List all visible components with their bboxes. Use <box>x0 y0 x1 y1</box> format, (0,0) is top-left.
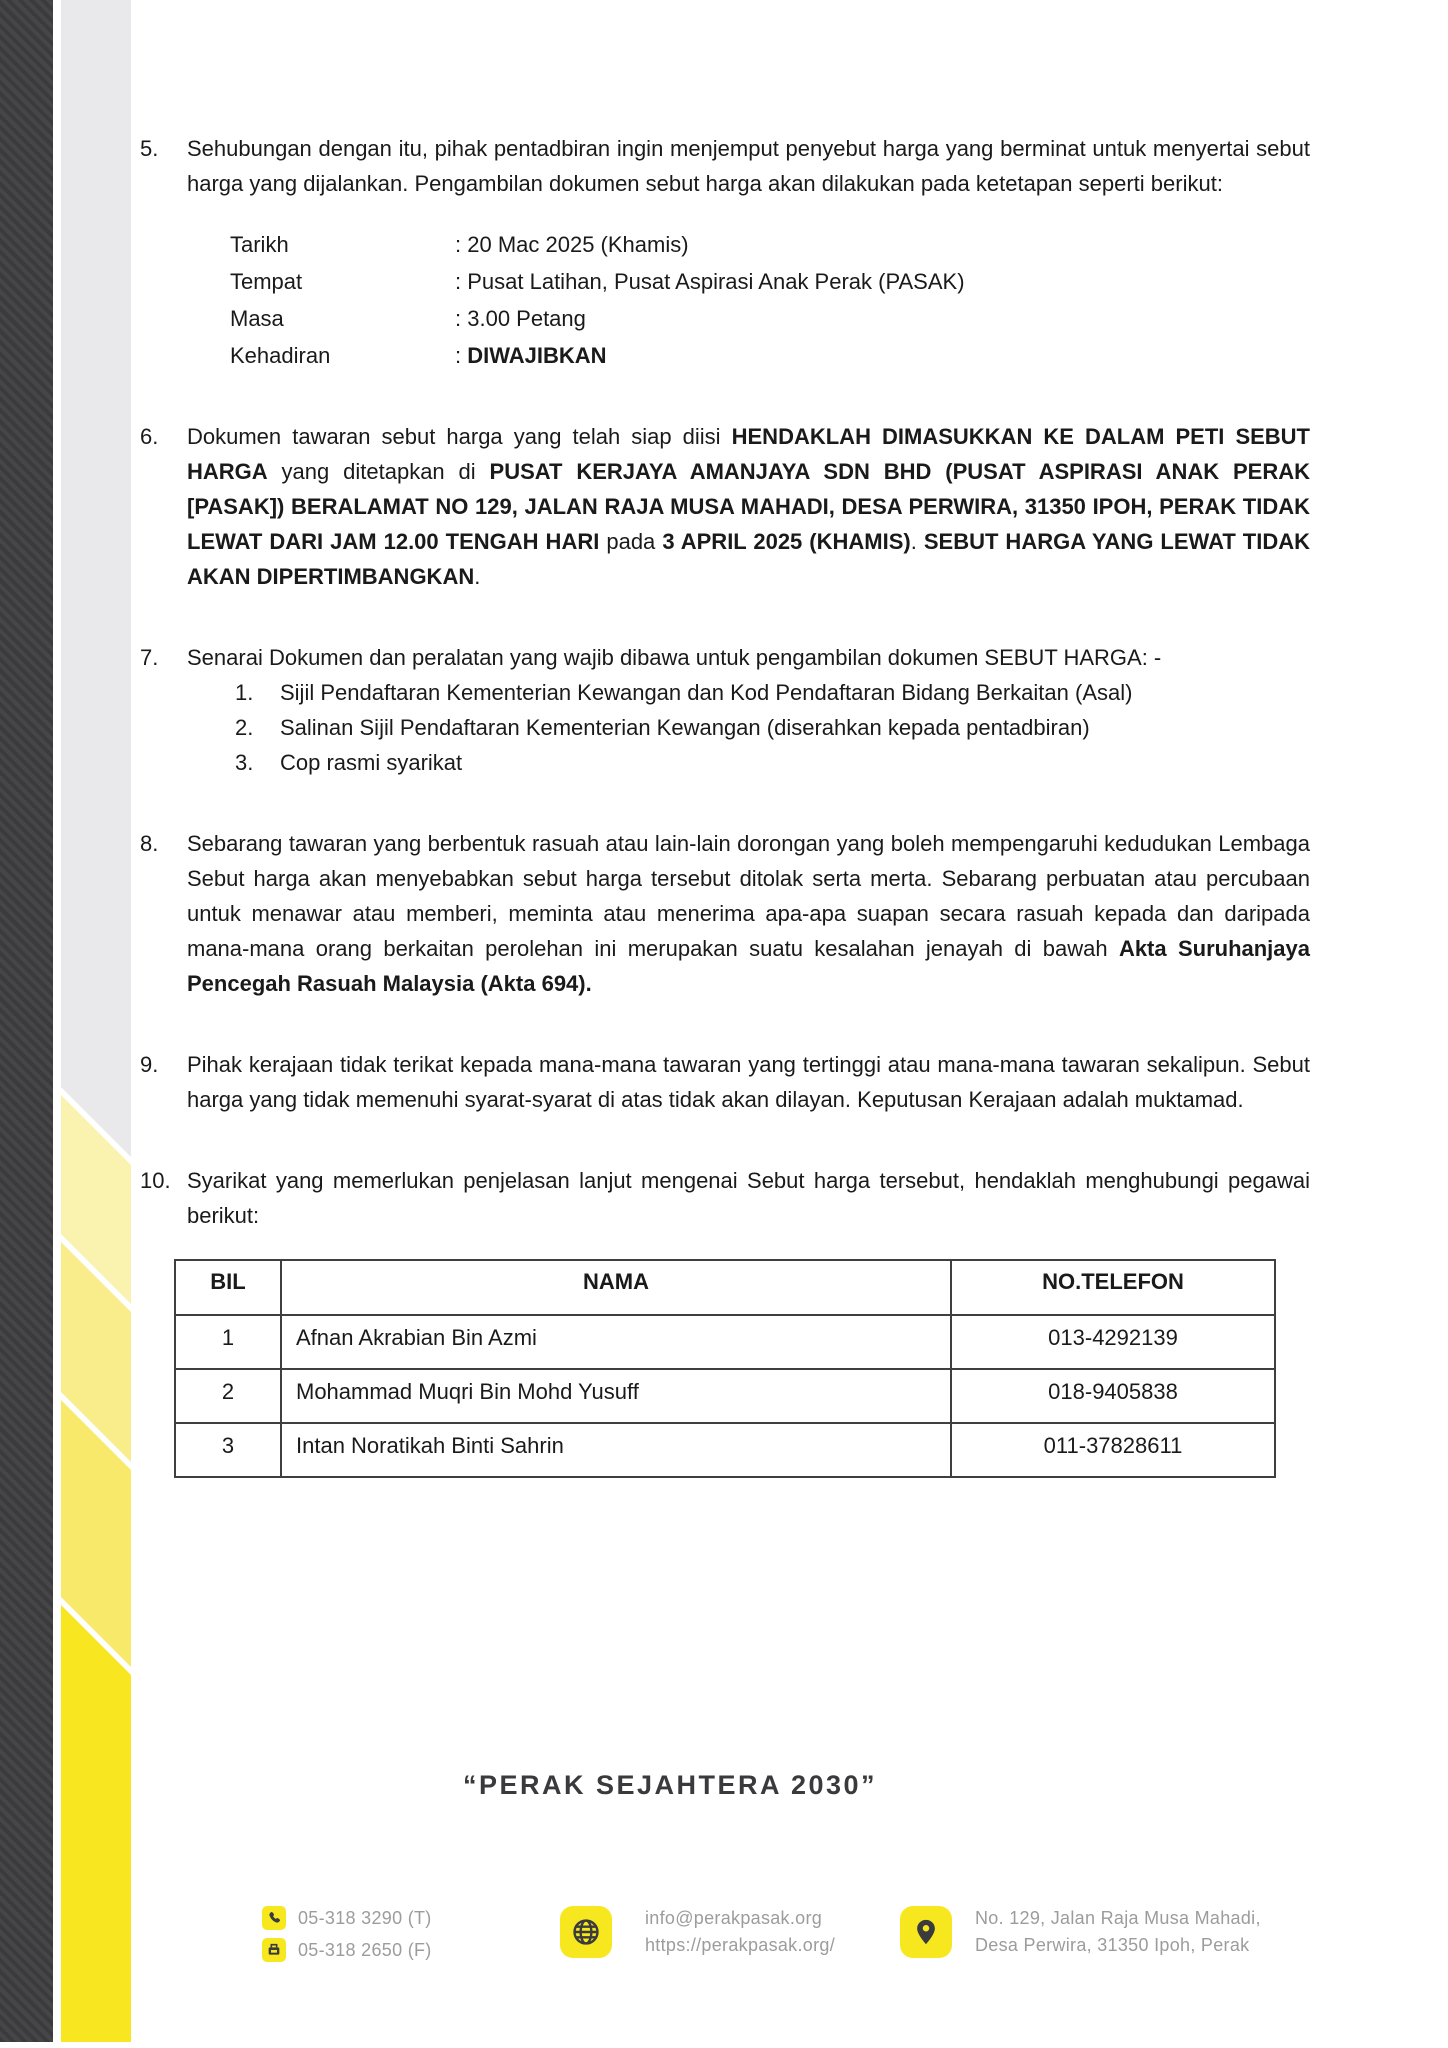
item-text-segment: 3 APRIL 2025 (KHAMIS) <box>662 529 911 554</box>
sub-item-text: Cop rasmi syarikat <box>280 750 463 775</box>
item-text-segment: Sebarang tawaran yang berbentuk rasuah atau lain-lain dorongan yang boleh mempengaruhi kedudukan Lembaga Sebut harga akan menyebabkan sebut harga tersebut ditolak serta merta. Sebarang perbuatan atau percubaan untuk menawar atau memberi, meminta atau menerima apa-apa suapan secara rasuah kepada dan daripada mana-mana orang berkaitan perolehan ini merupakan suatu kesalahan jenayah di bawah <box>187 831 1310 961</box>
detail-row <box>230 338 1310 373</box>
sub-list-item <box>187 745 1310 780</box>
detail-block <box>230 227 1310 373</box>
detail-label: Tarikh <box>230 232 289 257</box>
detail-value: DIWAJIBKAN <box>467 343 607 368</box>
table-row <box>175 1315 1275 1369</box>
numbered-item <box>140 1047 1310 1117</box>
cell-telefon: 011-37828611 <box>951 1423 1275 1477</box>
detail-colon: : <box>455 306 468 331</box>
sub-item-number: 2. <box>235 715 254 740</box>
detail-label: Tempat <box>230 269 303 294</box>
item-text-segment: . <box>910 529 924 554</box>
item-number: 8. <box>140 831 159 856</box>
item-text-segment: SEBUT HARGA YANG LEWAT TIDAK AKAN DIPERTIMBANGKAN <box>187 529 1311 589</box>
email-address: info@perakpasak.org <box>645 1908 823 1928</box>
left-stripe-decoration <box>0 0 53 2042</box>
cell-nama: Afnan Akrabian Bin Azmi <box>281 1315 951 1369</box>
item-text-segment: Senarai Dokumen dan peralatan yang wajib dibawa untuk pengambilan dokumen SEBUT HARGA: - <box>187 645 1162 670</box>
sub-list-item <box>187 710 1310 745</box>
table-row <box>175 1369 1275 1423</box>
sub-list-item <box>187 675 1310 710</box>
table-header-cell: NAMA <box>281 1260 951 1315</box>
numbered-item <box>140 826 1310 1001</box>
item-text <box>187 640 1310 780</box>
item-text-segment: Dokumen tawaran sebut harga yang telah siap diisi <box>187 424 732 449</box>
fax-icon <box>262 1938 286 1962</box>
detail-row <box>230 264 1310 299</box>
cell-bil: 3 <box>175 1423 281 1477</box>
item-text-segment: yang ditetapkan di <box>267 459 490 484</box>
cell-bil: 2 <box>175 1369 281 1423</box>
cell-telefon: 018-9405838 <box>951 1369 1275 1423</box>
numbered-item <box>140 640 1310 780</box>
item-number: 10. <box>140 1168 171 1193</box>
detail-row <box>230 301 1310 336</box>
item-text-segment: Akta Suruhanjaya Pencegah Rasuah Malaysia (Akta 694). <box>187 936 1311 996</box>
address-line-1: No. 129, Jalan Raja Musa Mahadi, <box>975 1908 1261 1928</box>
item-text <box>187 1047 1310 1117</box>
item-number: 5. <box>140 136 159 161</box>
phone-icon <box>262 1906 286 1930</box>
contact-table <box>174 1259 1276 1478</box>
slogan-text: “PERAK SEJAHTERA 2030” <box>462 1770 878 1800</box>
cell-telefon: 013-4292139 <box>951 1315 1275 1369</box>
cell-nama: Mohammad Muqri Bin Mohd Yusuff <box>281 1369 951 1423</box>
detail-value: 20 Mac 2025 (Khamis) <box>467 232 689 257</box>
detail-colon: : <box>455 232 468 257</box>
table-header-cell: BIL <box>175 1260 281 1315</box>
detail-row <box>230 227 1310 262</box>
item-text-segment: . <box>474 564 481 589</box>
phone-number: 05-318 3290 (T) <box>298 1908 432 1928</box>
document-content <box>140 0 1310 1478</box>
detail-value: 3.00 Petang <box>467 306 586 331</box>
sub-item-number: 1. <box>235 680 254 705</box>
address-line-2: Desa Perwira, 31350 Ipoh, Perak <box>975 1935 1250 1955</box>
item-text-segment: HENDAKLAH DIMASUKKAN KE DALAM PETI SEBUT HARGA <box>187 424 1310 484</box>
item-text <box>187 826 1310 1001</box>
item-text-segment: Sehubungan dengan itu, pihak pentadbiran ingin menjemput penyebut harga yang berminat untuk menyertai sebut harga yang dijalankan. Pengambilan dokumen sebut harga akan dilakukan pada ketetapan seperti berikut: <box>187 136 1310 196</box>
item-text <box>187 131 1310 373</box>
numbered-item <box>140 131 1310 373</box>
item-number: 6. <box>140 424 159 449</box>
sub-item-text: Salinan Sijil Pendaftaran Kementerian Kewangan (diserahkan kepada pentadbiran) <box>280 715 1090 740</box>
item-number: 7. <box>140 645 159 670</box>
table-header-row <box>175 1260 1275 1315</box>
website-url: https://perakpasak.org/ <box>645 1935 836 1955</box>
location-pin-icon <box>900 1906 952 1958</box>
item-text-segment: pada <box>599 529 663 554</box>
table-header-cell: NO.TELEFON <box>951 1260 1275 1315</box>
item-text-segment: PUSAT KERJAYA AMANJAYA SDN BHD (PUSAT ASPIRASI ANAK PERAK [PASAK]) BERALAMAT NO 129, JALAN RAJA MUSA MAHADI, DESA PERWIRA, 31350 IPOH, PERAK TIDAK LEWAT DARI JAM 12.00 TENGAH HARI <box>187 459 1310 554</box>
fax-number: 05-318 2650 (F) <box>298 1940 432 1960</box>
numbered-item <box>140 419 1310 594</box>
numbered-paragraph-list <box>140 0 1310 1233</box>
item-text-segment: Syarikat yang memerlukan penjelasan lanjut mengenai Sebut harga tersebut, hendaklah menghubungi pegawai berikut: <box>187 1168 1310 1228</box>
left-chevron-decoration <box>61 0 131 2042</box>
detail-colon: : <box>455 269 468 294</box>
sub-item-number: 3. <box>235 750 254 775</box>
item-text <box>187 1163 1310 1233</box>
item-text <box>187 419 1310 594</box>
detail-value: Pusat Latihan, Pusat Aspirasi Anak Perak (PASAK) <box>467 269 965 294</box>
detail-label: Masa <box>230 306 284 331</box>
table-row <box>175 1423 1275 1477</box>
cell-bil: 1 <box>175 1315 281 1369</box>
detail-label: Kehadiran <box>230 343 331 368</box>
globe-icon <box>560 1906 612 1958</box>
item-text-segment: Pihak kerajaan tidak terikat kepada mana-mana tawaran yang tertinggi atau mana-mana tawaran sekalipun. Sebut harga yang tidak memenuhi syarat-syarat di atas tidak akan dilayan. Keputusan Kerajaan adalah muktamad. <box>187 1052 1310 1112</box>
item-number: 9. <box>140 1052 159 1077</box>
detail-colon: : <box>455 343 468 368</box>
numbered-item <box>140 1163 1310 1233</box>
cell-nama: Intan Noratikah Binti Sahrin <box>281 1423 951 1477</box>
sub-item-text: Sijil Pendaftaran Kementerian Kewangan dan Kod Pendaftaran Bidang Berkaitan (Asal) <box>280 680 1133 705</box>
